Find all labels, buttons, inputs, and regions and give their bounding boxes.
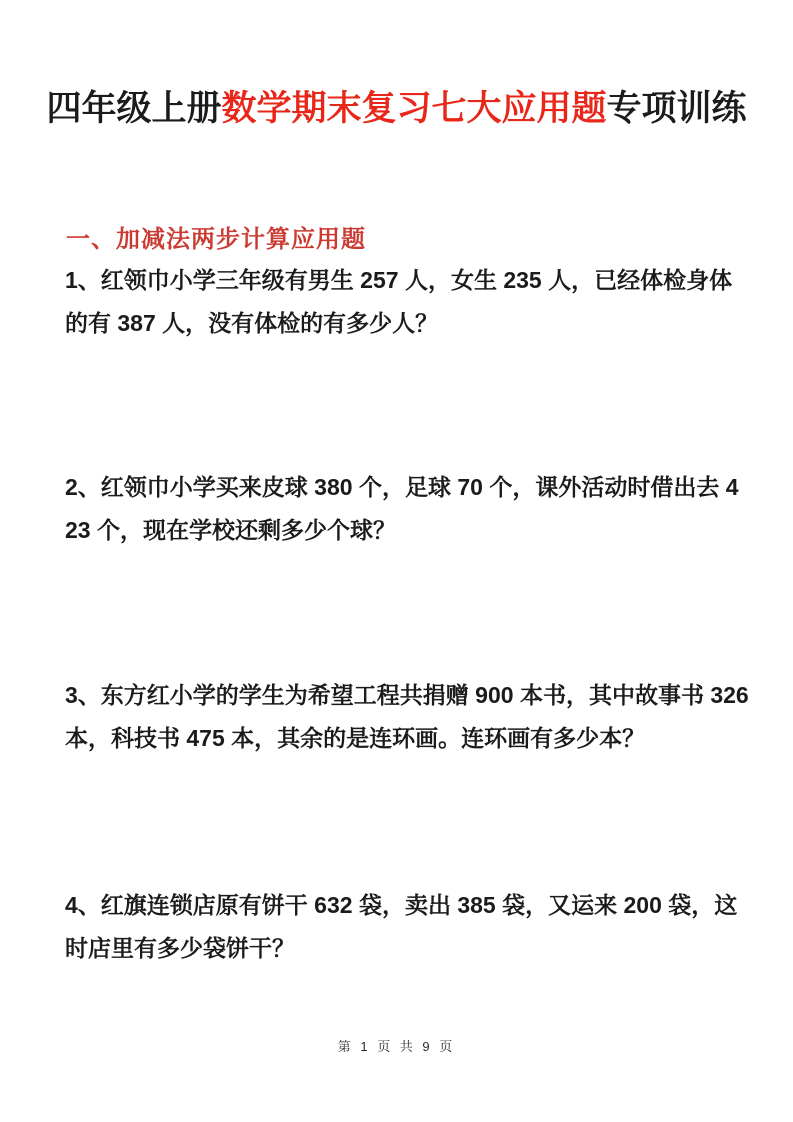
problem-1 [65,259,749,345]
problem-3 [65,674,749,760]
problem-2-number: 2、 [65,474,101,500]
document-title [0,86,793,132]
problem-1-number: 1、 [65,267,101,293]
problem-4 [65,884,749,970]
problem-1-text: 红领巾小学三年级有男生 257 人，女生 235 人，已经体检身体的有 387 人，没有体检的有多少人？ [65,267,733,336]
problem-3-text: 东方红小学的学生为希望工程共捐赠 900 本书，其中故事书 326 本，科技书 475 本，其余的是连环画。连环画有多少本？ [65,682,749,751]
page-footer: 第 1 页 共 9 页 [337,1039,456,1054]
title-part-training: 专项训练 [606,89,747,128]
problem-3-number: 3、 [65,682,101,708]
problem-2 [65,466,749,552]
title-part-subject-red: 数学期末复习七大应用题 [221,89,607,128]
section-heading: 一、加减法两步计算应用题 [66,226,366,253]
problem-4-number: 4、 [65,892,101,918]
title-part-grade: 四年级上册 [46,89,222,128]
problem-2-text: 红领巾小学买来皮球 380 个，足球 70 个，课外活动时借出去 423 个，现在学校还剩多少个球？ [65,474,739,543]
problem-4-text: 红旗连锁店原有饼干 632 袋，卖出 385 袋，又运来 200 袋，这时店里有多少袋饼干？ [65,892,738,961]
